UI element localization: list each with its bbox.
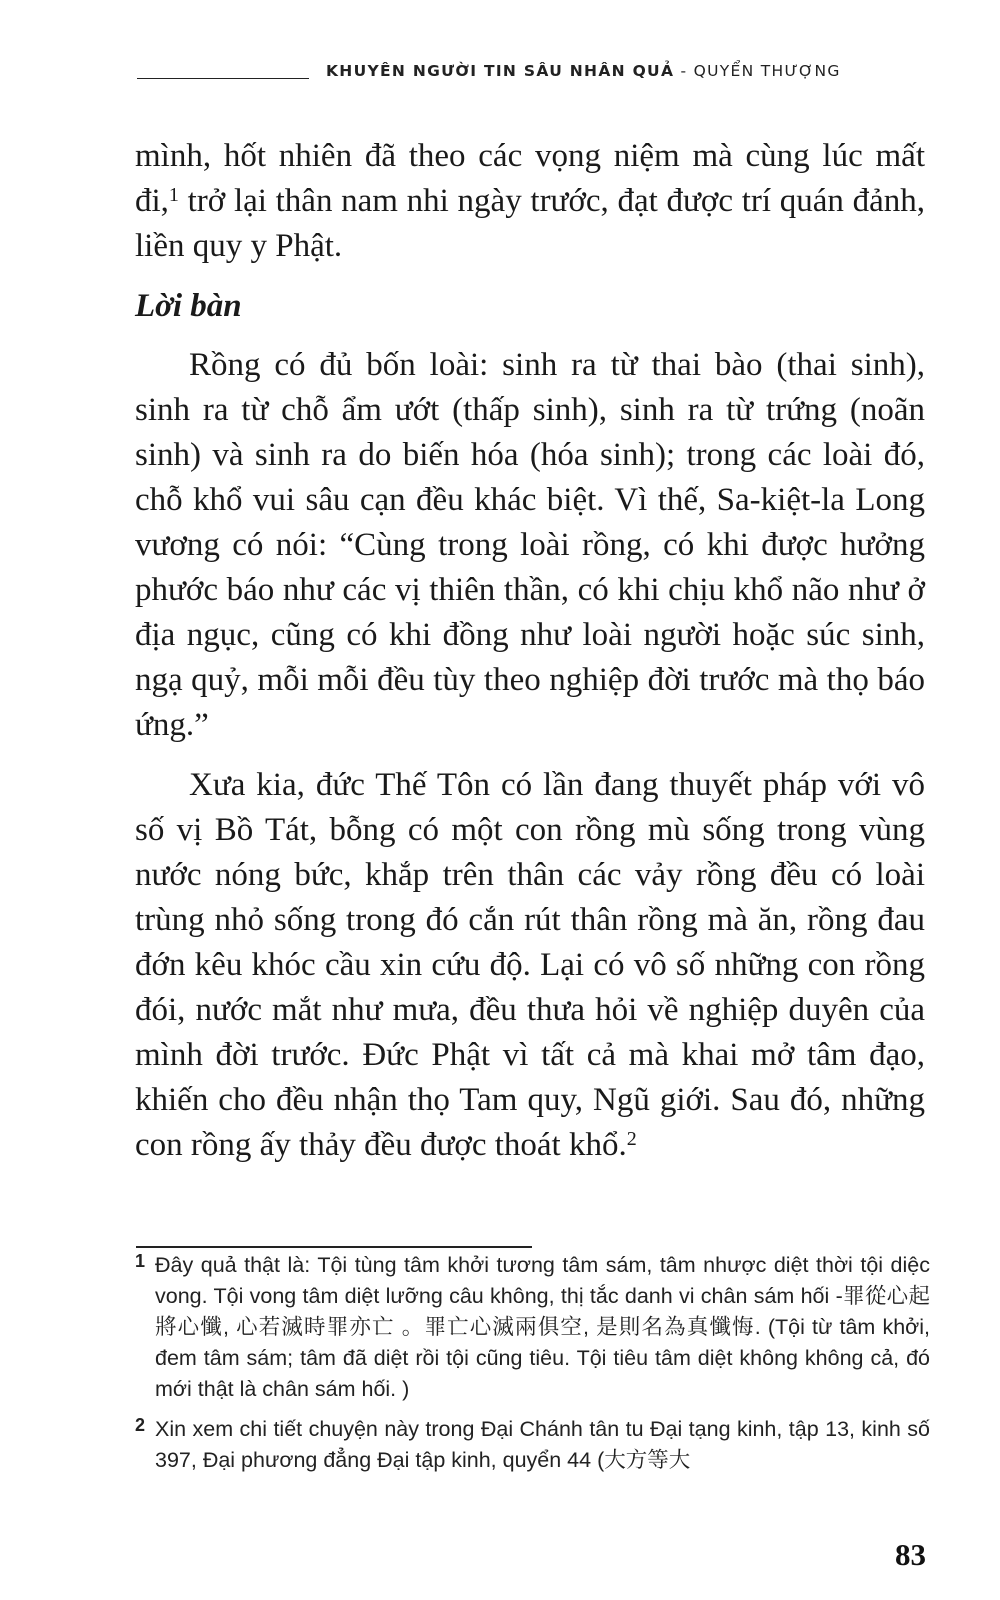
main-text: [135, 134, 925, 1168]
footnote-number: 2: [135, 1415, 146, 1435]
paragraph-2: Rồng có đủ bốn loài: sinh ra từ thai bào (thai sinh), sinh ra từ chỗ ẩm ướt (thấp sinh), sinh ra từ trứng (noãn sinh) và sinh ra do biến hóa (hóa sinh); trong các loài đó, chỗ khổ vui sâu cạn đều khác biệt. Vì thế, Sa-kiệt-la Long vương có nói: “Cùng trong loài rồng, có khi được hưởng phước báo như các vị thiên thần, có khi chịu khổ não như ở địa ngục, cũng có khi đồng như loài người hoặc súc sinh, ngạ quỷ, mỗi mỗi đều tùy theo nghiệp đời trước mà thọ báo ứng.”: [135, 347, 925, 743]
paragraph-3: [135, 763, 925, 1168]
section-heading: Lời bàn: [135, 288, 242, 324]
footnote-2: [135, 1414, 930, 1476]
header-separator: -: [674, 62, 694, 80]
footnote-divider: [136, 1246, 532, 1248]
paragraph-1-rest: trở lại thân nam nhi ngày trước, đạt được trí quán đảnh, liền quy y Phật.: [135, 183, 925, 264]
paragraph-1: [135, 134, 925, 269]
header-rule: [137, 78, 309, 79]
footnote-text: Xin xem chi tiết chuyện này trong Đại Chánh tân tu Đại tạng kinh, tập 13, kinh số 397, Đại phương đẳng Đại tập kinh, quyển 44 (大方等大: [155, 1417, 930, 1472]
footnote-1: [135, 1250, 930, 1405]
paragraph-1-text: mình, hốt nhiên đã theo các vọng niệm mà cùng lúc mất đi,: [135, 138, 925, 219]
footnotes: [135, 1250, 930, 1476]
page-number: 83: [895, 1537, 926, 1572]
volume-label: QUYỂN THƯỢNG: [693, 62, 841, 80]
footnote-text: Đây quả thật là: Tội tùng tâm khởi tương tâm sám, tâm nhược diệt thời tội diệc vong. Tội vong tâm diệt lưỡng câu không, thị tắc danh vi chân sám hối -罪從心起將心懺, 心若滅時罪亦亡 。罪亡心滅兩俱空, 是則名為真懺悔. (Tội từ tâm khởi, đem tâm sám; tâm đã diệt rồi tội cũng tiêu. Tội tiêu tâm diệt không không cả, đó mới thật là chân sám hối. ): [155, 1253, 930, 1401]
book-title: KHUYÊN NGƯỜI TIN SÂU NHÂN QUẢ: [326, 62, 675, 80]
footnote-ref-2[interactable]: 2: [626, 1128, 637, 1150]
footnote-number: 1: [135, 1251, 146, 1271]
footnote-ref-1[interactable]: 1: [168, 184, 179, 206]
paragraph-3-text: Xưa kia, đức Thế Tôn có lần đang thuyết pháp với vô số vị Bồ Tát, bỗng có một con rồng mù sống trong vùng nước nóng bức, khắp trên thân các vảy rồng đều có loài trùng nhỏ sống trong đó cắn rút thân rồng mà ăn, rồng đau đớn kêu khóc cầu xin cứu độ. Lại có vô số những con rồng đói, nước mắt như mưa, đều thưa hỏi về nghiệp duyên của mình đời trước. Đức Phật vì tất cả mà khai mở tâm đạo, khiến cho đều nhận thọ Tam quy, Ngũ giới. Sau đó, những con rồng ấy thảy đều được thoát khổ.: [135, 767, 925, 1163]
running-header: [326, 62, 841, 80]
